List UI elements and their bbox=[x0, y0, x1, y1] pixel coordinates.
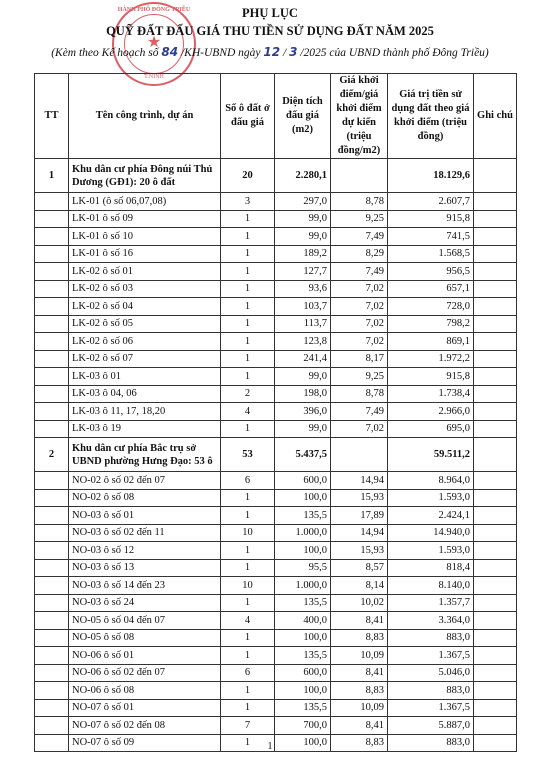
col-header-starting-price: Giá khởi điểm/giá khởi điểm dự kiến (triệu đồng/m2) bbox=[331, 74, 388, 159]
cell-project-name: NO-02 ô số 08 bbox=[69, 489, 221, 507]
cell-starting-price: 7,49 bbox=[331, 228, 388, 246]
cell-plot-count: 1 bbox=[221, 368, 275, 386]
cell-note bbox=[474, 159, 517, 193]
cell-area: 100,0 bbox=[275, 629, 331, 647]
cell-tt bbox=[35, 385, 69, 403]
cell-project-name: LK-03 ô 04, 06 bbox=[69, 385, 221, 403]
cell-area: 600,0 bbox=[275, 472, 331, 490]
cell-tt bbox=[35, 193, 69, 211]
cell-plot-count: 3 bbox=[221, 193, 275, 211]
attachment-note bbox=[0, 45, 540, 59]
table-row bbox=[35, 385, 517, 403]
cell-total-value: 883,0 bbox=[388, 734, 474, 752]
cell-plot-count: 6 bbox=[221, 664, 275, 682]
cell-area: 99,0 bbox=[275, 228, 331, 246]
cell-project-name: LK-02 ô số 07 bbox=[69, 350, 221, 368]
cell-total-value: 1.367,5 bbox=[388, 647, 474, 665]
land-auction-table bbox=[34, 73, 517, 752]
cell-project-name: Khu dân cư phía Đông núi Thủ Dương (GĐ1): 20 ô đất bbox=[69, 159, 221, 193]
cell-tt bbox=[35, 507, 69, 525]
cell-plot-count: 1 bbox=[221, 315, 275, 333]
cell-starting-price: 15,93 bbox=[331, 542, 388, 560]
cell-starting-price: 7,49 bbox=[331, 403, 388, 421]
cell-tt bbox=[35, 350, 69, 368]
cell-plot-count: 1 bbox=[221, 228, 275, 246]
cell-project-name: Khu dân cư phía Bắc trụ sở UBND phường Hưng Đạo: 53 ô bbox=[69, 438, 221, 472]
cell-note bbox=[474, 612, 517, 630]
seal-top-text: HÀNH PHỐ ĐÔNG TRIỀU bbox=[117, 7, 191, 13]
cell-project-name: NO-05 ô số 04 đến 07 bbox=[69, 612, 221, 630]
cell-note bbox=[474, 542, 517, 560]
cell-project-name: NO-03 ô số 14 đến 23 bbox=[69, 577, 221, 595]
cell-area: 99,0 bbox=[275, 368, 331, 386]
cell-total-value: 8.140,0 bbox=[388, 577, 474, 595]
cell-area: 100,0 bbox=[275, 542, 331, 560]
cell-project-name: NO-03 ô số 01 bbox=[69, 507, 221, 525]
cell-area: 135,5 bbox=[275, 594, 331, 612]
cell-plot-count: 1 bbox=[221, 210, 275, 228]
cell-total-value: 956,5 bbox=[388, 263, 474, 281]
col-header-plot-count: Số ô đất ở đấu giá bbox=[221, 74, 275, 159]
cell-total-value: 2.607,7 bbox=[388, 193, 474, 211]
cell-project-name: LK-03 ô 19 bbox=[69, 420, 221, 438]
cell-tt bbox=[35, 559, 69, 577]
table-row bbox=[35, 664, 517, 682]
table-row bbox=[35, 629, 517, 647]
cell-note bbox=[474, 507, 517, 525]
cell-area: 100,0 bbox=[275, 489, 331, 507]
cell-note bbox=[474, 315, 517, 333]
table-row bbox=[35, 594, 517, 612]
cell-total-value: 657,1 bbox=[388, 280, 474, 298]
cell-starting-price: 7,02 bbox=[331, 280, 388, 298]
col-header-tt: TT bbox=[35, 74, 69, 159]
cell-starting-price: 9,25 bbox=[331, 210, 388, 228]
cell-total-value: 1.357,7 bbox=[388, 594, 474, 612]
cell-plot-count: 53 bbox=[221, 438, 275, 472]
cell-starting-price: 10,09 bbox=[331, 647, 388, 665]
cell-plot-count: 1 bbox=[221, 542, 275, 560]
cell-plot-count: 6 bbox=[221, 472, 275, 490]
cell-plot-count: 4 bbox=[221, 612, 275, 630]
cell-area: 2.280,1 bbox=[275, 159, 331, 193]
cell-project-name: NO-03 ô số 02 đến 11 bbox=[69, 524, 221, 542]
cell-area: 127,7 bbox=[275, 263, 331, 281]
cell-starting-price: 7,02 bbox=[331, 315, 388, 333]
cell-starting-price: 8,78 bbox=[331, 193, 388, 211]
cell-total-value: 798,2 bbox=[388, 315, 474, 333]
col-header-note: Ghi chú bbox=[474, 74, 517, 159]
cell-total-value: 818,4 bbox=[388, 559, 474, 577]
cell-area: 1.000,0 bbox=[275, 524, 331, 542]
cell-plot-count: 1 bbox=[221, 507, 275, 525]
cell-starting-price: 7,02 bbox=[331, 333, 388, 351]
cell-area: 700,0 bbox=[275, 717, 331, 735]
table-row bbox=[35, 228, 517, 246]
cell-total-value: 1.367,5 bbox=[388, 699, 474, 717]
table-row bbox=[35, 542, 517, 560]
cell-project-name: NO-06 ô số 08 bbox=[69, 682, 221, 700]
cell-project-name: LK-03 ô 01 bbox=[69, 368, 221, 386]
cell-total-value: 915,8 bbox=[388, 210, 474, 228]
cell-project-name: LK-02 ô số 01 bbox=[69, 263, 221, 281]
cell-total-value: 1.738,4 bbox=[388, 385, 474, 403]
cell-plot-count: 1 bbox=[221, 280, 275, 298]
cell-tt bbox=[35, 629, 69, 647]
table-row bbox=[35, 245, 517, 263]
cell-starting-price: 8,29 bbox=[331, 245, 388, 263]
cell-tt bbox=[35, 245, 69, 263]
note-suffix: /2025 của UBND thành phố Đông Triều) bbox=[300, 47, 489, 59]
cell-project-name: LK-02 ô số 04 bbox=[69, 298, 221, 316]
cell-tt bbox=[35, 699, 69, 717]
page-title: PHỤ LỤC bbox=[242, 6, 298, 20]
cell-tt bbox=[35, 594, 69, 612]
cell-area: 198,0 bbox=[275, 385, 331, 403]
table-row bbox=[35, 210, 517, 228]
cell-area: 400,0 bbox=[275, 612, 331, 630]
page-subtitle: QUỸ ĐẤT ĐẤU GIÁ THU TIỀN SỬ DỤNG ĐẤT NĂM 2025 bbox=[106, 24, 434, 38]
cell-tt bbox=[35, 647, 69, 665]
cell-project-name: NO-07 ô số 09 bbox=[69, 734, 221, 752]
cell-starting-price: 8,41 bbox=[331, 664, 388, 682]
cell-note bbox=[474, 298, 517, 316]
table-row bbox=[35, 472, 517, 490]
cell-plot-count: 1 bbox=[221, 629, 275, 647]
cell-plot-count: 10 bbox=[221, 577, 275, 595]
cell-project-name: LK-02 ô số 05 bbox=[69, 315, 221, 333]
table-row bbox=[35, 489, 517, 507]
cell-area: 600,0 bbox=[275, 664, 331, 682]
table-row bbox=[35, 350, 517, 368]
cell-total-value: 1.568,5 bbox=[388, 245, 474, 263]
cell-note bbox=[474, 193, 517, 211]
cell-note bbox=[474, 228, 517, 246]
cell-plot-count: 1 bbox=[221, 647, 275, 665]
cell-plot-count: 2 bbox=[221, 385, 275, 403]
cell-project-name: LK-03 ô 11, 17, 18,20 bbox=[69, 403, 221, 421]
cell-area: 396,0 bbox=[275, 403, 331, 421]
cell-project-name: NO-07 ô số 01 bbox=[69, 699, 221, 717]
cell-area: 100,0 bbox=[275, 734, 331, 752]
cell-plot-count: 1 bbox=[221, 333, 275, 351]
table-row bbox=[35, 298, 517, 316]
cell-note bbox=[474, 489, 517, 507]
table-row bbox=[35, 682, 517, 700]
cell-starting-price: 8,17 bbox=[331, 350, 388, 368]
cell-note bbox=[474, 438, 517, 472]
cell-project-name: LK-01 ô số 16 bbox=[69, 245, 221, 263]
table-row bbox=[35, 403, 517, 421]
cell-tt bbox=[35, 280, 69, 298]
cell-plot-count: 4 bbox=[221, 403, 275, 421]
cell-plot-count: 1 bbox=[221, 298, 275, 316]
table-row bbox=[35, 717, 517, 735]
cell-starting-price: 7,02 bbox=[331, 420, 388, 438]
cell-project-name: NO-05 ô số 08 bbox=[69, 629, 221, 647]
table-row bbox=[35, 263, 517, 281]
table-row bbox=[35, 420, 517, 438]
cell-project-name: NO-07 ô số 02 đến 08 bbox=[69, 717, 221, 735]
cell-note bbox=[474, 647, 517, 665]
cell-starting-price: 8,41 bbox=[331, 717, 388, 735]
cell-area: 241,4 bbox=[275, 350, 331, 368]
cell-plot-count: 1 bbox=[221, 245, 275, 263]
cell-total-value: 1.593,0 bbox=[388, 489, 474, 507]
cell-plot-count: 1 bbox=[221, 734, 275, 752]
cell-area: 189,2 bbox=[275, 245, 331, 263]
seal-star-icon: ★ bbox=[146, 34, 162, 51]
cell-plot-count: 1 bbox=[221, 559, 275, 577]
cell-tt: 2 bbox=[35, 438, 69, 472]
handwritten-day: 12 bbox=[263, 45, 281, 59]
cell-starting-price: 8,14 bbox=[331, 577, 388, 595]
table-row bbox=[35, 577, 517, 595]
cell-starting-price: 17,89 bbox=[331, 507, 388, 525]
table-header-row bbox=[35, 74, 517, 159]
cell-note bbox=[474, 403, 517, 421]
cell-starting-price: 8,78 bbox=[331, 385, 388, 403]
cell-note bbox=[474, 577, 517, 595]
cell-project-name: LK-01 ô số 10 bbox=[69, 228, 221, 246]
cell-starting-price: 8,83 bbox=[331, 682, 388, 700]
table-row bbox=[35, 507, 517, 525]
seal-bottom-text: T.NINH bbox=[144, 74, 164, 80]
cell-tt bbox=[35, 717, 69, 735]
note-prefix: (Kèm theo Kế hoạch số bbox=[51, 47, 159, 59]
cell-starting-price: 7,49 bbox=[331, 263, 388, 281]
cell-area: 1.000,0 bbox=[275, 577, 331, 595]
cell-project-name: NO-03 ô số 24 bbox=[69, 594, 221, 612]
cell-tt bbox=[35, 542, 69, 560]
note-middle: /KH-UBND ngày bbox=[180, 47, 261, 59]
cell-starting-price: 8,83 bbox=[331, 629, 388, 647]
handwritten-month: 3 bbox=[289, 45, 298, 59]
cell-note bbox=[474, 280, 517, 298]
cell-area: 95,5 bbox=[275, 559, 331, 577]
cell-tt bbox=[35, 472, 69, 490]
cell-starting-price bbox=[331, 159, 388, 193]
cell-area: 297,0 bbox=[275, 193, 331, 211]
table-group-row bbox=[35, 159, 517, 193]
table-row bbox=[35, 315, 517, 333]
cell-total-value: 915,8 bbox=[388, 368, 474, 386]
cell-total-value: 695,0 bbox=[388, 420, 474, 438]
cell-starting-price: 8,41 bbox=[331, 612, 388, 630]
cell-project-name: LK-01 ô số 09 bbox=[69, 210, 221, 228]
col-header-area: Diện tích đấu giá (m2) bbox=[275, 74, 331, 159]
cell-note bbox=[474, 420, 517, 438]
cell-project-name: NO-06 ô số 02 đến 07 bbox=[69, 664, 221, 682]
table-row bbox=[35, 647, 517, 665]
cell-starting-price: 14,94 bbox=[331, 524, 388, 542]
cell-project-name: LK-01 (ô số 06,07,08) bbox=[69, 193, 221, 211]
cell-area: 135,5 bbox=[275, 699, 331, 717]
cell-tt bbox=[35, 210, 69, 228]
cell-project-name: NO-03 ô số 13 bbox=[69, 559, 221, 577]
cell-note bbox=[474, 699, 517, 717]
cell-note bbox=[474, 524, 517, 542]
cell-project-name: LK-02 ô số 06 bbox=[69, 333, 221, 351]
cell-starting-price: 10,09 bbox=[331, 699, 388, 717]
cell-total-value: 5.887,0 bbox=[388, 717, 474, 735]
cell-note bbox=[474, 210, 517, 228]
cell-total-value: 741,5 bbox=[388, 228, 474, 246]
cell-total-value: 14.940,0 bbox=[388, 524, 474, 542]
cell-plot-count: 10 bbox=[221, 524, 275, 542]
cell-starting-price: 14,94 bbox=[331, 472, 388, 490]
cell-starting-price: 8,57 bbox=[331, 559, 388, 577]
cell-area: 135,5 bbox=[275, 647, 331, 665]
cell-note bbox=[474, 472, 517, 490]
cell-area: 93,6 bbox=[275, 280, 331, 298]
cell-project-name: NO-03 ô số 12 bbox=[69, 542, 221, 560]
table-row bbox=[35, 368, 517, 386]
cell-total-value: 1.593,0 bbox=[388, 542, 474, 560]
cell-starting-price: 15,93 bbox=[331, 489, 388, 507]
cell-note bbox=[474, 559, 517, 577]
cell-area: 99,0 bbox=[275, 420, 331, 438]
cell-plot-count: 7 bbox=[221, 717, 275, 735]
cell-area: 135,5 bbox=[275, 507, 331, 525]
cell-note bbox=[474, 350, 517, 368]
cell-tt bbox=[35, 403, 69, 421]
cell-plot-count: 20 bbox=[221, 159, 275, 193]
cell-note bbox=[474, 664, 517, 682]
cell-tt bbox=[35, 664, 69, 682]
table-group-row bbox=[35, 438, 517, 472]
table-row bbox=[35, 699, 517, 717]
cell-total-value: 883,0 bbox=[388, 629, 474, 647]
table-row bbox=[35, 524, 517, 542]
cell-plot-count: 1 bbox=[221, 350, 275, 368]
cell-total-value: 3.364,0 bbox=[388, 612, 474, 630]
cell-tt bbox=[35, 682, 69, 700]
page-number: 1 bbox=[267, 741, 273, 752]
cell-total-value: 2.966,0 bbox=[388, 403, 474, 421]
cell-area: 103,7 bbox=[275, 298, 331, 316]
cell-total-value: 18.129,6 bbox=[388, 159, 474, 193]
cell-plot-count: 1 bbox=[221, 263, 275, 281]
table-row bbox=[35, 559, 517, 577]
table-row bbox=[35, 612, 517, 630]
table-row bbox=[35, 333, 517, 351]
table-row bbox=[35, 193, 517, 211]
cell-note bbox=[474, 717, 517, 735]
cell-note bbox=[474, 385, 517, 403]
cell-tt bbox=[35, 263, 69, 281]
cell-tt bbox=[35, 298, 69, 316]
cell-starting-price bbox=[331, 438, 388, 472]
cell-area: 99,0 bbox=[275, 210, 331, 228]
cell-note bbox=[474, 263, 517, 281]
cell-total-value: 1.972,2 bbox=[388, 350, 474, 368]
cell-note bbox=[474, 333, 517, 351]
cell-note bbox=[474, 682, 517, 700]
cell-starting-price: 8,83 bbox=[331, 734, 388, 752]
cell-note bbox=[474, 245, 517, 263]
cell-total-value: 5.046,0 bbox=[388, 664, 474, 682]
cell-project-name: NO-06 ô số 01 bbox=[69, 647, 221, 665]
cell-plot-count: 1 bbox=[221, 699, 275, 717]
date-separator: / bbox=[282, 47, 287, 59]
cell-tt: 1 bbox=[35, 159, 69, 193]
cell-tt bbox=[35, 489, 69, 507]
cell-starting-price: 7,02 bbox=[331, 298, 388, 316]
handwritten-plan-number: 84 bbox=[161, 45, 179, 59]
cell-tt bbox=[35, 228, 69, 246]
col-header-total-value: Giá trị tiền sử dụng đất theo giá khởi điểm (triệu đồng) bbox=[388, 74, 474, 159]
cell-area: 113,7 bbox=[275, 315, 331, 333]
cell-starting-price: 9,25 bbox=[331, 368, 388, 386]
cell-area: 5.437,5 bbox=[275, 438, 331, 472]
cell-note bbox=[474, 594, 517, 612]
table-row bbox=[35, 280, 517, 298]
cell-area: 123,8 bbox=[275, 333, 331, 351]
col-header-project-name: Tên công trình, dự án bbox=[69, 74, 221, 159]
cell-total-value: 2.424,1 bbox=[388, 507, 474, 525]
cell-total-value: 728,0 bbox=[388, 298, 474, 316]
cell-note bbox=[474, 629, 517, 647]
cell-tt bbox=[35, 420, 69, 438]
cell-tt bbox=[35, 333, 69, 351]
cell-project-name: LK-02 ô số 03 bbox=[69, 280, 221, 298]
cell-note bbox=[474, 368, 517, 386]
cell-tt bbox=[35, 577, 69, 595]
cell-plot-count: 1 bbox=[221, 682, 275, 700]
cell-area: 100,0 bbox=[275, 682, 331, 700]
cell-total-value: 869,1 bbox=[388, 333, 474, 351]
cell-total-value: 59.511,2 bbox=[388, 438, 474, 472]
cell-total-value: 8.964,0 bbox=[388, 472, 474, 490]
cell-starting-price: 10,02 bbox=[331, 594, 388, 612]
cell-plot-count: 1 bbox=[221, 489, 275, 507]
cell-project-name: NO-02 ô số 02 đến 07 bbox=[69, 472, 221, 490]
cell-total-value: 883,0 bbox=[388, 682, 474, 700]
cell-plot-count: 1 bbox=[221, 420, 275, 438]
table-body bbox=[35, 159, 517, 752]
cell-tt bbox=[35, 612, 69, 630]
cell-plot-count: 1 bbox=[221, 594, 275, 612]
cell-tt bbox=[35, 524, 69, 542]
cell-tt bbox=[35, 315, 69, 333]
cell-tt bbox=[35, 368, 69, 386]
